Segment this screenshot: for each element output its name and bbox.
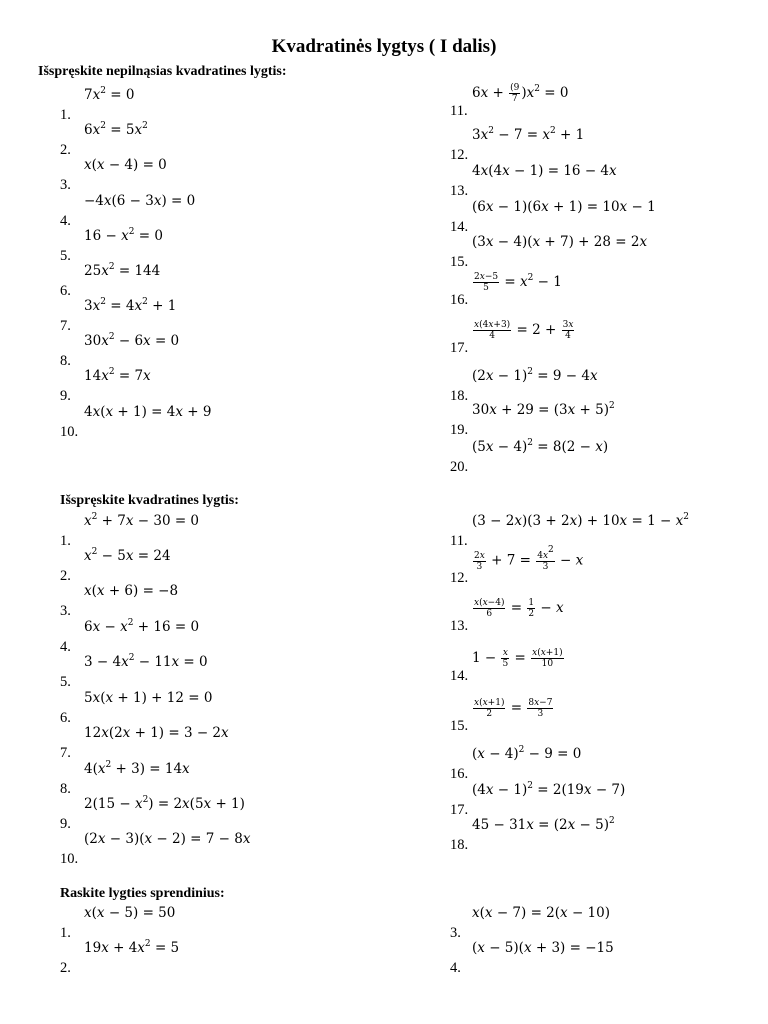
exercise-number: 8. (60, 781, 71, 797)
exercise-number: 13. (450, 618, 469, 634)
equation: $6x^2 = 5x^2$ (84, 121, 148, 138)
equation: 6x + $\frac{(9}{7}$ )$x^2 = 0$ (472, 83, 569, 104)
equation: $19x + 4x^2 = 5$ (84, 939, 180, 956)
equation: $3x^2 = 4x^2 + 1$ (84, 297, 177, 314)
equation: (x − 5)(x + 3) = −15 (472, 940, 614, 956)
exercise-number: 6. (60, 283, 71, 299)
exercise-number: 11. (450, 103, 468, 119)
equation: $x^2 - 5x = 24$ (84, 547, 171, 564)
exercise-number: 1. (60, 107, 71, 123)
equation: $(3 - 2x)(3 + 2x) + 10x = 1 - x^2$ (472, 512, 689, 529)
exercise-number: 10. (60, 424, 79, 440)
equation: $7x^2 = 0$ (84, 86, 135, 103)
exercise-number: 14. (450, 219, 469, 235)
exercise-number: 13. (450, 183, 469, 199)
equation: $45 - 31x = (2x - 5)^2$ (472, 816, 615, 833)
exercise-number: 16. (450, 766, 469, 782)
equation: (2x − 3)(x − 2) = 7 − 8x (84, 831, 251, 847)
equation: 1 − $\frac{x}{5}$ = $\frac{x(x+1)}{10}$ (472, 648, 563, 669)
exercise-number: 3. (450, 925, 461, 941)
exercise-number: 1. (60, 925, 71, 941)
section-heading: Raskite lygties sprendinius: (60, 886, 225, 901)
equation: $\frac{x(4x+3)}{4}$ = 2 + $\frac{3x}{4}$ (474, 320, 574, 341)
exercise-number: 17. (450, 802, 469, 818)
equation: x(x − 4) = 0 (84, 157, 167, 173)
section-heading: Išspręskite nepilnąsias kvadratines lygtis: (38, 64, 287, 79)
exercise-number: 4. (60, 639, 71, 655)
exercise-number: 20. (450, 459, 469, 475)
exercise-number: 16. (450, 292, 469, 308)
exercise-number: 11. (450, 533, 468, 549)
exercise-number: 15. (450, 254, 469, 270)
exercise-number: 18. (450, 388, 469, 404)
exercise-number: 2. (60, 142, 71, 158)
equation: $16 - x^2 = 0$ (84, 227, 163, 244)
equation: x(x + 6) = −8 (84, 583, 179, 599)
exercise-number: 5. (60, 674, 71, 690)
exercise-number: 5. (60, 248, 71, 264)
exercise-number: 8. (60, 353, 71, 369)
equation: $3 - 4x^2 - 11x = 0$ (84, 653, 208, 670)
exercise-number: 2. (60, 568, 71, 584)
exercise-number: 4. (450, 960, 461, 976)
exercise-number: 2. (60, 960, 71, 976)
exercise-number: 12. (450, 570, 469, 586)
exercise-number: 3. (60, 177, 71, 193)
exercise-number: 15. (450, 718, 469, 734)
exercise-number: 18. (450, 837, 469, 853)
exercise-number: 10. (60, 851, 79, 867)
equation: $(x - 4)^2 - 9 = 0$ (472, 745, 582, 762)
equation: (3x − 4)(x + 7) + 28 = 2x (472, 234, 648, 250)
equation: $x^2 + 7x - 30 = 0$ (84, 512, 200, 529)
equation: $3x^2 - 7 = x^2 + 1$ (472, 126, 585, 143)
equation: $\frac{x(x-4)}{6}$ = $\frac{1}{2}$ − x (474, 598, 564, 619)
equation: x(x − 7) = 2(x − 10) (472, 905, 610, 921)
exercise-number: 19. (450, 422, 469, 438)
equation: −4x(6 − 3x) = 0 (84, 193, 196, 209)
equation: $30x + 29 = (3x + 5)^2$ (472, 401, 615, 418)
exercise-number: 1. (60, 533, 71, 549)
equation: $4(x^2 + 3) = 14x$ (84, 760, 190, 777)
exercise-number: 7. (60, 745, 71, 761)
equation: x(x − 5) = 50 (84, 905, 176, 921)
equation: $(5x - 4)^2 = 8(2 - x)$ (472, 438, 609, 455)
exercise-number: 9. (60, 816, 71, 832)
exercise-number: 14. (450, 668, 469, 684)
exercise-number: 9. (60, 388, 71, 404)
equation: $\frac{x(x+1)}{2}$ = $\frac{8x-7}{3}$ (474, 698, 553, 719)
equation: $(4x - 1)^2 = 2(19x - 7)$ (472, 781, 626, 798)
equation: 12x(2x + 1) = 3 − 2x (84, 725, 229, 741)
equation: $25x^2 = 144$ (84, 262, 161, 279)
exercise-number: 3. (60, 603, 71, 619)
page-title: Kvadratinės lygtys ( I dalis) (271, 36, 497, 57)
equation: 5x(x + 1) + 12 = 0 (84, 690, 213, 706)
exercise-number: 12. (450, 147, 469, 163)
equation: $30x^2 - 6x = 0$ (84, 332, 180, 349)
exercise-number: 7. (60, 318, 71, 334)
equation: 4x(x + 1) = 4x + 9 (84, 404, 212, 420)
exercise-number: 4. (60, 213, 71, 229)
equation: (6x − 1)(6x + 1) = 10x − 1 (472, 199, 656, 215)
exercise-number: 17. (450, 340, 469, 356)
equation: $(2x - 1)^2 = 9 - 4x$ (472, 367, 598, 384)
equation: $6x - x^2 + 16 = 0$ (84, 618, 200, 635)
section-heading: Išspręskite kvadratines lygtis: (60, 493, 239, 508)
equation: $\frac{2x}{3}$ + 7 = $\frac{4x^2}{3}$ − x (474, 545, 584, 572)
equation: 4x(4x − 1) = 16 − 4x (472, 163, 617, 179)
exercise-number: 6. (60, 710, 71, 726)
equation: $2(15 - x^2) = 2x(5x + 1)$ (84, 795, 245, 812)
equation: $\frac{2x-5}{5}$ = $x^2 - 1$ (474, 272, 562, 293)
equation: $14x^2 = 7x$ (84, 367, 151, 384)
